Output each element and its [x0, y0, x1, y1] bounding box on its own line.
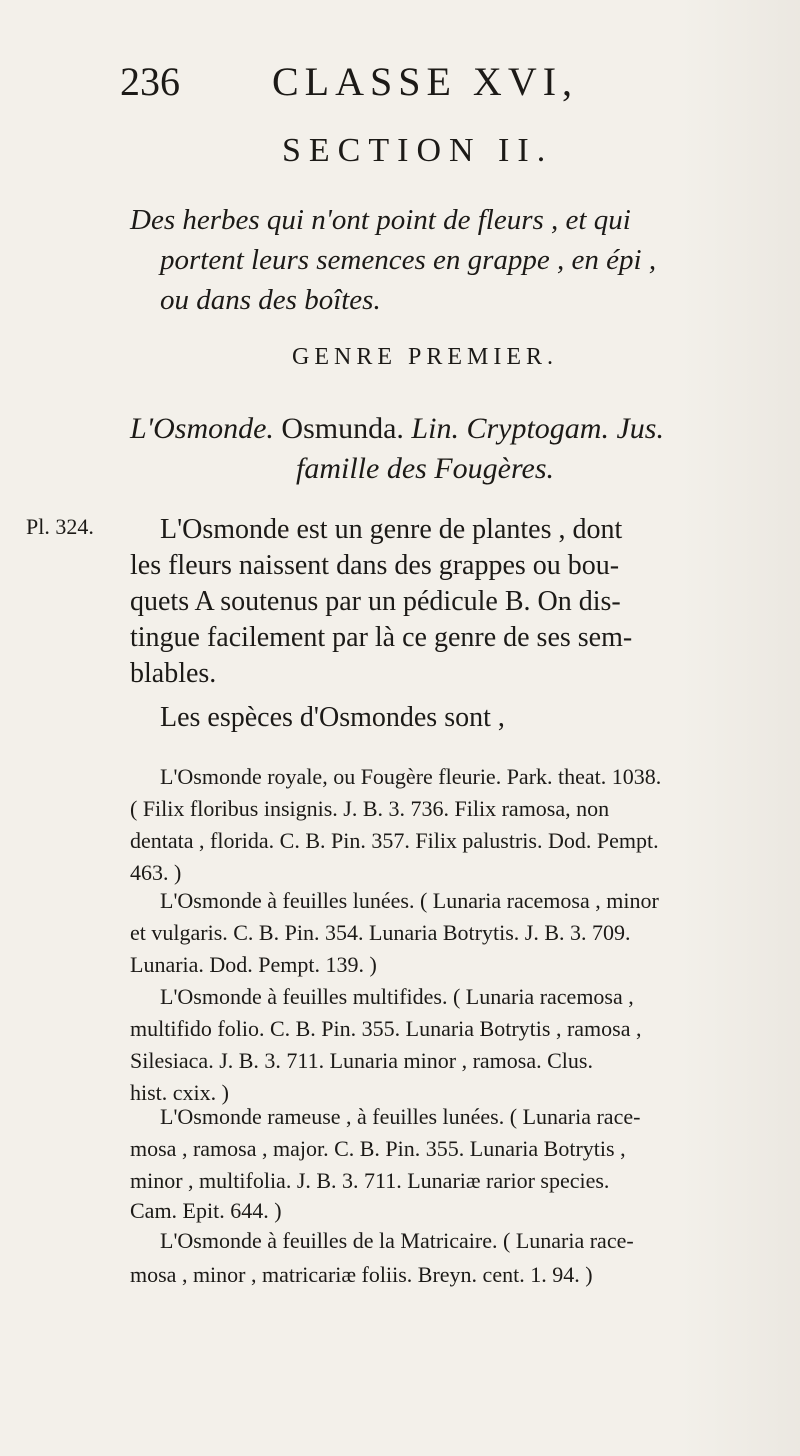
species-heading: Les espèces d'Osmondes sont , [160, 702, 505, 733]
section-title: SECTION II. [282, 132, 554, 169]
genus-family-text: famille des Fougères. [296, 452, 555, 485]
species-line: Lunaria. Dod. Pempt. 139. ) [130, 952, 377, 977]
genus-line [130, 412, 664, 446]
species-line: mosa , ramosa , major. C. B. Pin. 355. Lunaria Botrytis , [130, 1136, 626, 1161]
species-line: mosa , minor , matricariæ foliis. Breyn. cent. 1. 94. ) [130, 1262, 593, 1287]
intro-line: ou dans des boîtes. [160, 284, 381, 316]
species-line: L'Osmonde à feuilles lunées. ( Lunaria racemosa , minor [160, 888, 659, 913]
species-line: L'Osmonde rameuse , à feuilles lunées. ( Lunaria race- [160, 1104, 641, 1129]
running-title: CLASSE XVI, [272, 59, 579, 104]
page-number: 236 [120, 59, 180, 104]
description-line: les fleurs naissent dans des grappes ou bou- [130, 550, 620, 581]
genus-authority: Lin. [411, 412, 459, 445]
plate-reference: Pl. 324. [26, 514, 94, 539]
species-line: L'Osmonde à feuilles de la Matricaire. ( Lunaria race- [160, 1228, 634, 1253]
genus-family [296, 452, 554, 486]
species-line: L'Osmonde royale, ou Fougère fleurie. Park. theat. 1038. [160, 764, 662, 789]
genus-latin-name: Osmunda. [281, 412, 404, 445]
intro-line: Des herbes qui n'ont point de fleurs , et qui [130, 204, 631, 236]
species-line: multifido folio. C. B. Pin. 355. Lunaria Botrytis , ramosa , [130, 1016, 642, 1041]
genus-jussieu: Jus. [616, 412, 664, 445]
description-line: L'Osmonde est un genre de plantes , dont [160, 514, 623, 545]
species-line: Silesiaca. J. B. 3. 711. Lunaria minor , ramosa. Clus. [130, 1048, 593, 1073]
genre-heading: GENRE PREMIER. [292, 344, 559, 370]
page-edge-shading [680, 0, 800, 1456]
genus-french-name: L'Osmonde. [130, 412, 274, 445]
genus-class: Cryptogam. [466, 412, 609, 445]
intro-line: portent leurs semences en grappe , en épi , [160, 244, 657, 276]
description-line: tingue facilement par là ce genre de ses sem- [130, 622, 633, 653]
species-line: minor , multifolia. J. B. 3. 711. Lunariæ rarior species. [130, 1168, 610, 1193]
species-line: L'Osmonde à feuilles multifides. ( Lunaria racemosa , [160, 984, 634, 1009]
species-line: Cam. Epit. 644. ) [130, 1198, 282, 1223]
species-line: hist. cxix. ) [130, 1080, 229, 1105]
description-line: quets A soutenus par un pédicule B. On dis- [130, 586, 621, 617]
species-line: et vulgaris. C. B. Pin. 354. Lunaria Botrytis. J. B. 3. 709. [130, 920, 631, 945]
species-line: 463. ) [130, 860, 182, 885]
species-line: dentata , florida. C. B. Pin. 357. Filix palustris. Dod. Pempt. [130, 828, 659, 853]
species-line: ( Filix floribus insignis. J. B. 3. 736. Filix ramosa, non [130, 796, 610, 821]
description-line: blables. [130, 658, 217, 689]
